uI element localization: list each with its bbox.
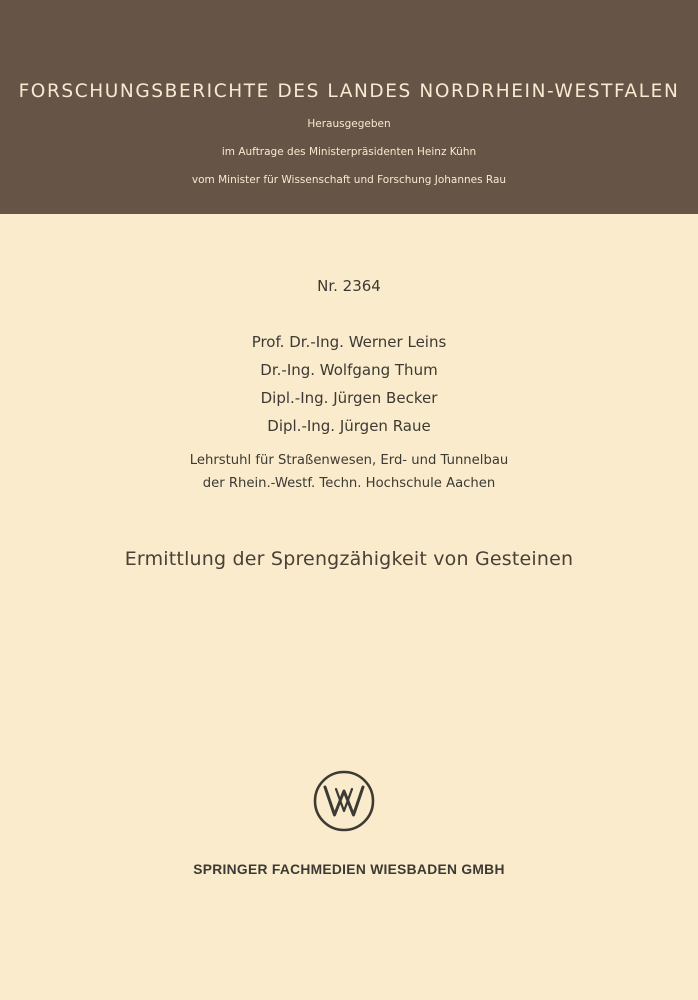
wv-circle-logo-icon <box>312 769 376 833</box>
book-title: Ermittlung der Sprengzähigkeit von Gesteinen <box>124 548 574 570</box>
author-name: Prof. Dr.-Ing. Werner Leins <box>251 333 447 351</box>
institution-line: der Rhein.-Westf. Techn. Hochschule Aachen <box>202 476 496 491</box>
author-name: Dr.-Ing. Wolfgang Thum <box>260 361 438 379</box>
editor-line: Herausgegeben <box>307 118 391 130</box>
author-name: Dipl.-Ing. Jürgen Raue <box>267 417 431 435</box>
publisher-name: SPRINGER FACHMEDIEN WIESBADEN GMBH <box>193 862 505 877</box>
series-title: FORSCHUNGSBERICHTE DES LANDES NORDRHEIN-WESTFALEN <box>18 81 680 102</box>
commission-line: im Auftrage des Ministerpräsidenten Heinz Kühn <box>221 146 477 158</box>
report-number: Nr. 2364 <box>317 277 381 295</box>
header-band <box>0 0 698 214</box>
institution-line: Lehrstuhl für Straßenwesen, Erd- und Tunnelbau <box>189 453 509 468</box>
minister-line: vom Minister für Wissenschaft und Forschung Johannes Rau <box>191 174 507 186</box>
author-name: Dipl.-Ing. Jürgen Becker <box>260 389 438 407</box>
